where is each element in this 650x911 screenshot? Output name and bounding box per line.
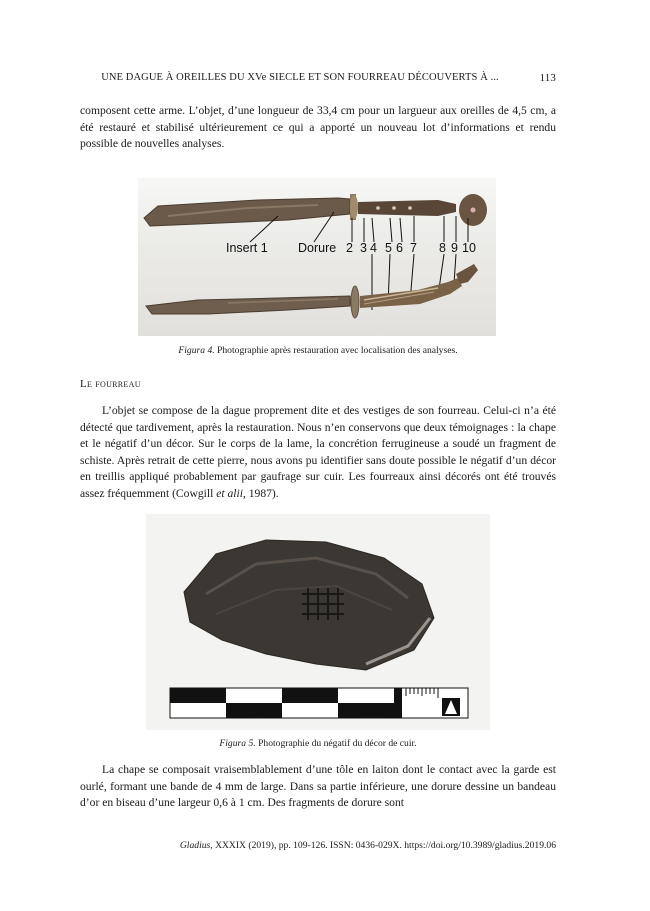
label-3: 3 bbox=[360, 241, 367, 255]
running-title: UNE DAGUE À OREILLES DU XVe SIECLE ET SON FOURREAU DÉCOUVERTS À ... bbox=[101, 72, 499, 83]
paragraph-chape: La chape se composait vraisemblablement d’une tôle en laiton dont le contact avec la garde est ourlé, formant une bande de 4 mm de large. Dans sa partie inférieure, une dorure dessine un bandeau d’or en biseau d’une largeur 0,6 à 1 cm. Des fragments de dorure sont bbox=[80, 763, 556, 810]
label-5: 5 bbox=[385, 241, 392, 255]
dagger-grip-top bbox=[358, 200, 456, 216]
dagger-guard-bottom bbox=[351, 286, 359, 318]
figure-5-caption-text: Photographie du négatif du décor de cuir. bbox=[258, 738, 417, 749]
paragraph-fourreau-italic: et alii bbox=[216, 486, 243, 500]
paragraph-fourreau-text: L’objet se compose de la dague proprement dite et des vestiges de son fourreau. Celui-ci n’a été détecté que tardivement, après la restauration. Nous n’en conservons que deux témoignages : la chape et le négatif d’un décor. Sur le corps de la lame, la concrétion ferrugineuse a soudé un fragment de schiste. Après retrait de cette pierre, nous avons pu identifier sans doute possible le négatif d’un décor en treillis appliqué probablement par gaufrage sur cuir. Les fourreaux ainsi décorés ont été trouvés assez fréquemment (Cowgill bbox=[80, 404, 556, 500]
figure-4-caption-text: Photographie après restauration avec localisation des analyses. bbox=[217, 345, 458, 356]
leather-negative-illustration bbox=[146, 514, 490, 730]
label-8: 8 bbox=[439, 241, 446, 255]
journal-name: Gladius bbox=[179, 840, 211, 851]
paragraph-fourreau-end: , 1987). bbox=[242, 486, 279, 500]
label-4: 4 bbox=[370, 241, 377, 255]
dagger-blade-bottom bbox=[146, 296, 350, 314]
scale-number: 5 bbox=[254, 703, 262, 719]
dagger-pommel-bottom bbox=[456, 264, 478, 284]
intro-paragraph: composent cette arme. L’objet, d’une longueur de 33,4 cm pour un largueur aux oreilles de 4,5 cm, a été restauré et stabilisé ultérieurement ce qui a apporté un nouveau lot d’informations et rendu possible de nouvelles analyses. bbox=[80, 104, 556, 151]
figure-5-caption bbox=[80, 738, 556, 749]
label-6: 6 bbox=[396, 241, 403, 255]
paragraph-fourreau bbox=[80, 403, 556, 503]
page-number: 113 bbox=[539, 72, 556, 84]
figure-5-photo bbox=[146, 514, 490, 730]
figure-4-photo bbox=[138, 178, 496, 336]
journal-citation: , XXXIX (2019), pp. 109-126. ISSN: 0436-029X. https://doi.org/10.3989/gladius.2019.06 bbox=[210, 840, 556, 851]
scale-unit: cm bbox=[362, 705, 380, 719]
scale-bar bbox=[170, 688, 468, 719]
page-footer bbox=[80, 840, 556, 851]
label-dorure: Dorure bbox=[298, 241, 337, 255]
figure-4-caption bbox=[80, 345, 556, 356]
label-9: 9 bbox=[451, 241, 458, 255]
figure-4-label: Figura 4. bbox=[178, 345, 215, 356]
dagger-blade-top bbox=[144, 198, 350, 226]
label-10: 10 bbox=[462, 241, 476, 255]
label-7: 7 bbox=[410, 241, 417, 255]
figure-5-label: Figura 5. bbox=[219, 738, 256, 749]
section-title: Le fourreau bbox=[80, 378, 141, 390]
label-2: 2 bbox=[346, 241, 353, 255]
dagger-illustration bbox=[138, 178, 496, 336]
label-insert-1: Insert 1 bbox=[226, 241, 268, 255]
